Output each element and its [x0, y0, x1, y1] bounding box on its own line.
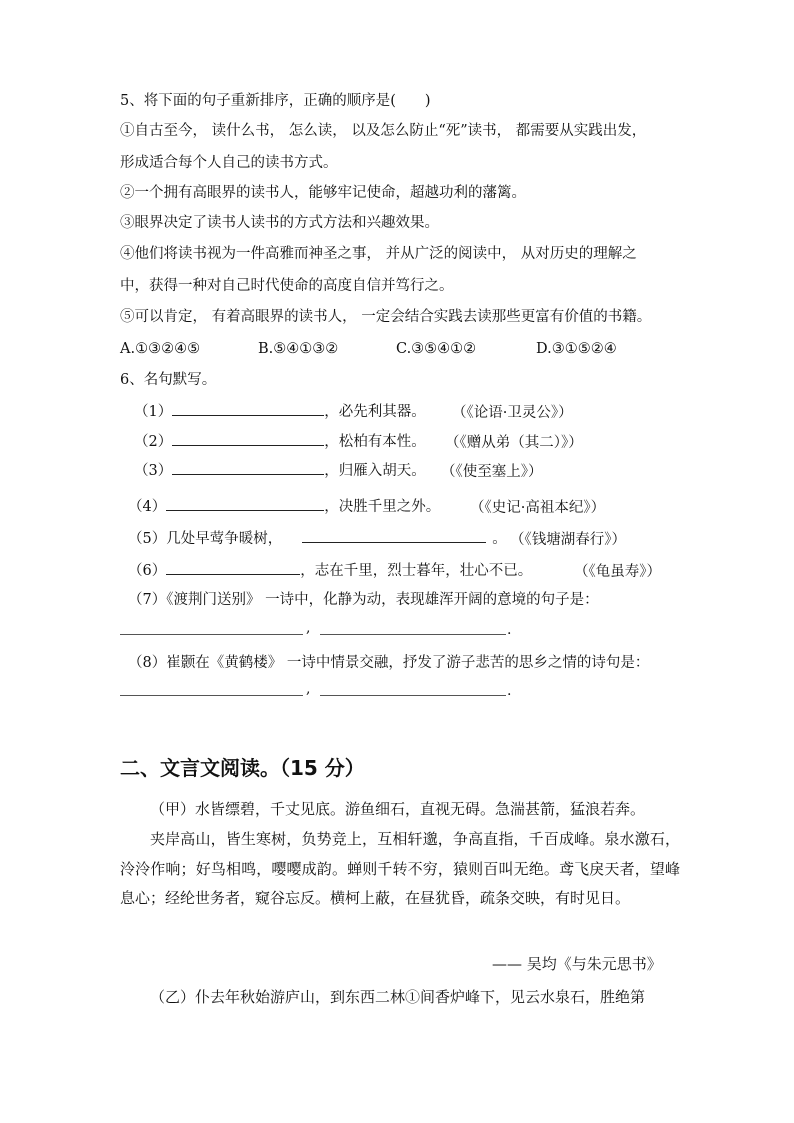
q6-item-1-source: （《论语·卫灵公》）: [452, 405, 573, 421]
separator-period: .: [507, 622, 512, 638]
q6-item-7: （7）《渡荆门送别》 一诗中，化静为动，表现雄浑开阔的意境的句子是：: [128, 592, 599, 608]
q6-item-1: [134, 401, 426, 422]
q5-sentence-4b: 中，获得一种对自己时代使命的高度自信并笃行之。: [120, 278, 454, 294]
q5-option-a: A.①③②④⑤: [120, 341, 201, 357]
q5-stem: 5、将下面的句子重新排序，正确的顺序是( ): [120, 93, 431, 109]
q6-item-2-text: ，松柏有本性。: [324, 434, 426, 450]
q6-item-6-text: ，志在千里，烈士暮年，壮心不已。: [300, 563, 533, 579]
q6-item-5: [128, 528, 507, 549]
answer-line[interactable]: [320, 633, 506, 635]
q5-sentence-4a: ④他们将读书视为一件高雅而神圣之事， 并从广泛的阅读中， 从对历史的理解之: [120, 246, 637, 262]
q6-item-5-pre: 几处早莺争暖树，: [166, 531, 283, 547]
q5-option-d: D.③①⑤②④: [536, 341, 617, 357]
answer-blank[interactable]: [172, 401, 324, 416]
q5-option-c: C.③⑤④①②: [396, 341, 477, 357]
answer-line[interactable]: [320, 694, 506, 696]
answer-blank[interactable]: [166, 560, 300, 575]
separator-comma: ,: [306, 681, 311, 697]
section-2-heading: 二、文言文阅读。（15 分）: [120, 756, 365, 780]
q6-item-6-source: （《龟虽寿》）: [574, 564, 661, 580]
passage-yi-p1: （乙）仆去年秋始游庐山，到东西二林①间香炉峰下，见云水泉石，胜绝第: [150, 988, 646, 1006]
q6-item-3: [134, 460, 426, 481]
q5-sentence-1b: 形成适合每个人自己的读书方式。: [120, 155, 338, 171]
q6-item-3-text: ，归雁入胡天。: [324, 463, 426, 479]
q6-item-2-source: （《赠从弟（其二）》）: [445, 435, 583, 451]
q6-item-4: [128, 496, 440, 517]
passage-jia-p1: （甲）水皆缥碧，千丈见底。游鱼细石，直视无碍。急湍甚箭，猛浪若奔。: [150, 800, 646, 818]
q6-item-3-num: （3）: [134, 463, 173, 479]
passage-jia-source: —— 吴均《与朱元思书》: [492, 955, 662, 973]
q5-sentence-5: ⑤可以肯定， 有着高眼界的读书人， 一定会结合实践去读那些更富有价值的书籍。: [120, 309, 652, 325]
q6-item-5-source: （《钱塘湖春行》）: [510, 532, 626, 548]
q6-item-8: （8）崔颢在《黄鹤楼》 一诗中情景交融，抒发了游子悲苦的思乡之情的诗句是：: [128, 655, 650, 671]
q6-item-5-text: 。: [492, 531, 507, 547]
q6-item-6-num: （6）: [128, 563, 167, 579]
q6-item-1-text: ，必先利其器。: [324, 404, 426, 420]
passage-jia-p2: 夹岸高山，皆生寒树，负势竞上，互相轩邈，争高直指，千百成峰。泉水激石，泠泠作响；好鸟相鸣，嘤嘤成韵。蝉则千转不穷，猿则百叫无绝。鸢飞戾天者，望峰息心；经纶世务者，窥谷忘反。横柯上蔽，在昼犹昏，疏条交映，有时见日。: [120, 830, 680, 907]
q6-stem: 6、名句默写。: [120, 372, 217, 388]
q6-item-1-num: （1）: [134, 404, 173, 420]
q6-item-2-num: （2）: [134, 434, 173, 450]
q5-sentence-2: ②一个拥有高眼界的读书人，能够牢记使命，超越功利的藩篱。: [120, 185, 526, 201]
q6-item-4-text: ，决胜千里之外。: [324, 499, 441, 515]
q5-sentence-3: ③眼界决定了读书人读书的方式方法和兴趣效果。: [120, 215, 439, 231]
q5-sentence-1a: ①自古至今， 读什么书， 怎么读， 以及怎么防止“死”读书， 都需要从实践出发，: [120, 123, 647, 139]
answer-blank[interactable]: [302, 528, 486, 543]
answer-blank[interactable]: [172, 431, 324, 446]
separator-period: .: [507, 683, 512, 699]
q6-item-6: [128, 560, 532, 581]
q6-item-3-source: （《使至塞上》）: [441, 464, 543, 480]
q6-item-2: [134, 431, 426, 452]
q6-item-4-source: （《史记·高祖本纪》）: [470, 500, 606, 516]
answer-blank[interactable]: [166, 496, 324, 511]
answer-blank[interactable]: [172, 460, 324, 475]
answer-line[interactable]: [120, 694, 303, 696]
separator-comma: ,: [306, 620, 311, 636]
q6-item-4-num: （4）: [128, 499, 167, 515]
answer-line[interactable]: [120, 633, 303, 635]
q5-option-b: B.⑤④①③②: [258, 341, 339, 357]
q6-item-5-num: （5）: [128, 531, 167, 547]
